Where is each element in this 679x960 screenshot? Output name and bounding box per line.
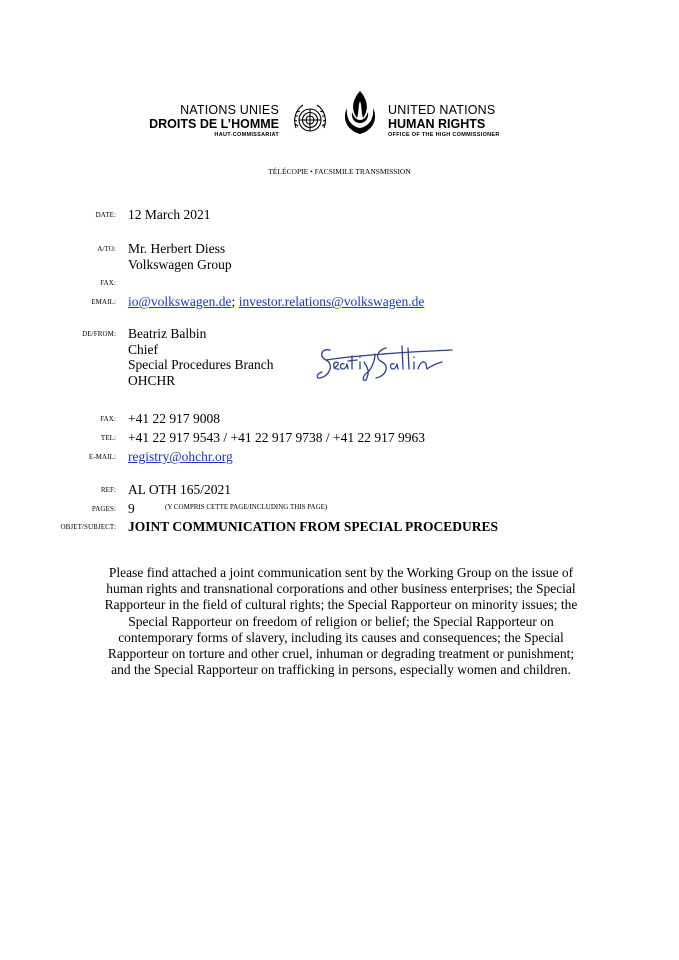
fax-from-value: +41 22 917 9008 [128, 411, 220, 426]
body-paragraph [96, 565, 586, 678]
tel-label: TEL: [100, 434, 116, 442]
from-line-3: Special Procedures Branch [128, 357, 274, 372]
from-label: DE/FROM: [82, 330, 116, 338]
to-line-2: Volkswagen Group [128, 256, 232, 272]
tel-value: +41 22 917 9543 / +41 22 917 9738 / +41 22 917 9963 [128, 430, 425, 445]
fax-from-label: FAX: [100, 415, 116, 423]
letterhead-en-line2: HUMAN RIGHTS [388, 116, 486, 131]
ref-value: AL OTH 165/2021 [128, 482, 231, 497]
from-line-1: Beatriz Balbin [128, 326, 207, 341]
transmission-heading: TÉLÉCOPIE • FACSIMILE TRANSMISSION [268, 167, 411, 176]
pages-note: (Y COMPRIS CETTE PAGE/INCLUDING THIS PAGE) [165, 503, 328, 511]
subject-label: OBJET/SUBJECT: [60, 523, 116, 531]
letterhead-fr-line2: DROITS DE L’HOMME [149, 116, 279, 131]
to-line-1: Mr. Herbert Diess [128, 241, 226, 256]
email-link-io[interactable]: io@volkswagen.de [128, 294, 232, 309]
date-label: DATE: [95, 211, 116, 219]
body-line: contemporary forms of slavery, including its causes and consequences; the Special [118, 629, 564, 645]
date-value: 12 March 2021 [128, 207, 211, 222]
from-line-2: Chief [128, 341, 158, 357]
body-line: Special Rapporteur on freedom of religion or belief; the Special Rapporteur on [128, 613, 554, 629]
fax-to-label: FAX: [100, 279, 116, 287]
ref-label: REF: [100, 486, 116, 494]
letterhead-fr-line3: HAUT-COMMISSARIAT [214, 132, 279, 138]
letterhead-english [388, 104, 500, 139]
ohchr-flame-emblem-icon [338, 88, 382, 138]
handwritten-signature [312, 336, 472, 386]
subject-value: JOINT COMMUNICATION FROM SPECIAL PROCEDURES [128, 519, 499, 534]
body-line: Rapporteur on torture and other cruel, inhuman or degrading treatment or punishment; [107, 646, 575, 662]
pages-label: PAGES: [91, 505, 116, 513]
email-link-investor-relations[interactable]: investor.relations@volkswagen.de [238, 294, 425, 309]
body-line: and the Special Rapporteur on trafficking in persons, especially women and children. [111, 662, 571, 678]
letterhead-french [149, 104, 279, 139]
un-emblem-icon [290, 100, 330, 140]
email-from-value [128, 449, 233, 465]
letterhead-en-line3: OFFICE OF THE HIGH COMMISSIONER [388, 132, 500, 138]
body-line: Rapporteur in the field of cultural rights; the Special Rapporteur on minority issues; the [104, 597, 578, 613]
from-sender [128, 326, 273, 388]
body-line: human rights and transnational corporations and other business enterprises; the Special [106, 581, 576, 597]
email-link-registry[interactable]: registry@ohchr.org [128, 449, 233, 464]
from-line-4: OHCHR [128, 372, 176, 388]
email-to-label: EMAIL: [91, 298, 116, 306]
pages-value: 9 [128, 501, 135, 516]
letterhead-fr-line1: NATIONS UNIES [180, 103, 279, 117]
email-from-label: E-MAIL: [88, 453, 116, 461]
email-separator: ; [231, 294, 239, 309]
to-label: A/TO: [97, 245, 116, 253]
to-recipient [128, 241, 232, 272]
body-line: Please find attached a joint communication sent by the Working Group on the issue of [108, 565, 574, 580]
email-to-value [128, 294, 424, 310]
letterhead-en-line1: UNITED NATIONS [388, 103, 496, 117]
